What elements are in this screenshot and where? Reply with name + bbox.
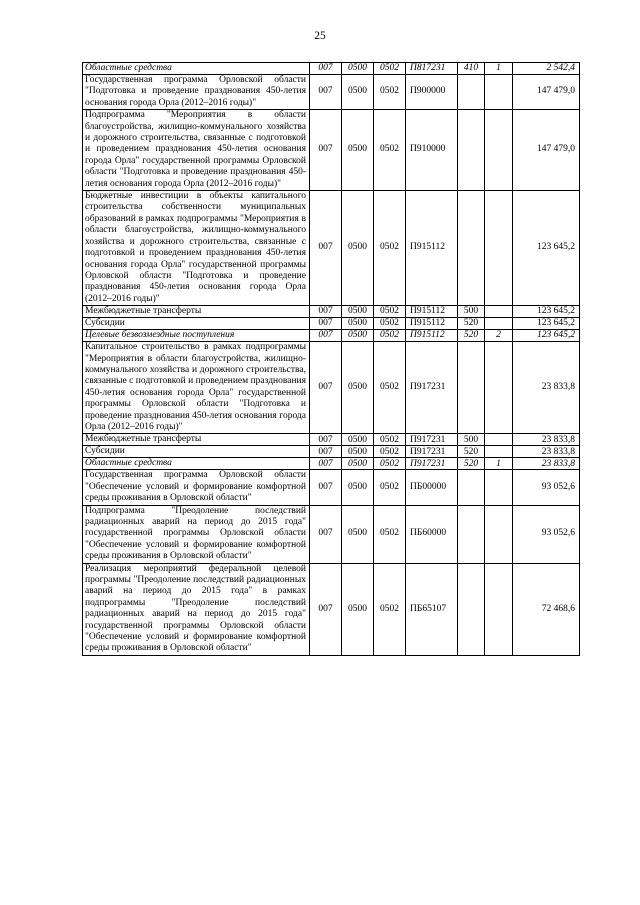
table-row xyxy=(83,191,580,306)
row-admin-code: 007 xyxy=(310,191,342,306)
row-source-code xyxy=(485,563,513,655)
row-section-code: 0500 xyxy=(342,563,374,655)
table-row xyxy=(83,330,580,342)
row-section-code: 0500 xyxy=(342,446,374,458)
row-amount: 123 645,2 xyxy=(513,306,580,318)
row-section-code: 0500 xyxy=(342,306,374,318)
row-expense-type: 520 xyxy=(458,446,485,458)
row-amount: 2 542,4 xyxy=(513,63,580,75)
row-target-article: П917231 xyxy=(406,434,458,446)
row-target-article: П915112 xyxy=(406,191,458,306)
row-amount: 123 645,2 xyxy=(513,318,580,330)
row-name: Капитальное строительство в рамках подпрограммы "Мероприятия в области благоустройства, жилищно-коммунального хозяйства и дорожного строительства, связанные с подготовкой и проведением празднования 450-летия основания города Орла" государственной программы Орловской области "Подготовка и проведение празднования 450-летия основания города Орла (2012–2016 годы)" xyxy=(83,342,310,434)
row-section-code: 0500 xyxy=(342,110,374,191)
row-source-code xyxy=(485,191,513,306)
row-section-code: 0500 xyxy=(342,470,374,505)
row-expense-type: 520 xyxy=(458,318,485,330)
row-name: Целевые безвозмездные поступления xyxy=(83,330,310,342)
row-amount: 72 468,6 xyxy=(513,563,580,655)
row-target-article: П915112 xyxy=(406,306,458,318)
row-section-code: 0500 xyxy=(342,342,374,434)
row-admin-code: 007 xyxy=(310,330,342,342)
row-subsection-code: 0502 xyxy=(374,63,406,75)
row-source-code xyxy=(485,318,513,330)
row-target-article: П817231 xyxy=(406,63,458,75)
row-expense-type xyxy=(458,191,485,306)
row-section-code: 0500 xyxy=(342,75,374,110)
row-target-article: ПБ00000 xyxy=(406,470,458,505)
row-amount: 93 052,6 xyxy=(513,505,580,563)
row-subsection-code: 0502 xyxy=(374,75,406,110)
row-name: Областные средства xyxy=(83,458,310,470)
table-row xyxy=(83,75,580,110)
row-name: Межбюджетные трансферты xyxy=(83,306,310,318)
row-section-code: 0500 xyxy=(342,191,374,306)
row-amount: 147 479,0 xyxy=(513,110,580,191)
row-source-code xyxy=(485,446,513,458)
row-expense-type: 500 xyxy=(458,434,485,446)
table-row xyxy=(83,318,580,330)
row-source-code xyxy=(485,342,513,434)
table-row xyxy=(83,563,580,655)
row-admin-code: 007 xyxy=(310,110,342,191)
row-section-code: 0500 xyxy=(342,505,374,563)
budget-table-body xyxy=(83,63,580,656)
row-subsection-code: 0502 xyxy=(374,330,406,342)
row-name: Подпрограмма "Преодоление последствий радиационных аварий на период до 2015 года" государственной программы Орловской области "Обеспечение условий и формирование комфортной среды проживания в Орловской области" xyxy=(83,505,310,563)
table-row xyxy=(83,110,580,191)
page-number: 25 xyxy=(314,30,326,42)
row-section-code: 0500 xyxy=(342,318,374,330)
row-admin-code: 007 xyxy=(310,75,342,110)
row-subsection-code: 0502 xyxy=(374,458,406,470)
row-target-article: П900000 xyxy=(406,75,458,110)
row-source-code xyxy=(485,505,513,563)
row-name: Государственная программа Орловской области "Подготовка и проведение празднования 450-летия основания города Орла (2012–2016 годы)" xyxy=(83,75,310,110)
table-row xyxy=(83,505,580,563)
row-subsection-code: 0502 xyxy=(374,342,406,434)
table-row xyxy=(83,342,580,434)
row-source-code xyxy=(485,434,513,446)
table-row xyxy=(83,458,580,470)
row-target-article: ПБ60000 xyxy=(406,505,458,563)
row-expense-type: 500 xyxy=(458,306,485,318)
row-target-article: П917231 xyxy=(406,446,458,458)
budget-table xyxy=(82,62,580,656)
row-name: Бюджетные инвестиции в объекты капитального строительства собственности муниципальных образований в рамках подпрограммы "Мероприятия в области благоустройства, жилищно-коммунального хозяйства и дорожного строительства, связанные с подготовкой и проведением празднования 450-летия основания города Орла" государственной программы Орловской области "Подготовка и проведение празднования 450-летия основания города Орла (2012–2016 годы)" xyxy=(83,191,310,306)
row-source-code: 1 xyxy=(485,458,513,470)
row-admin-code: 007 xyxy=(310,458,342,470)
row-amount: 23 833,8 xyxy=(513,342,580,434)
row-admin-code: 007 xyxy=(310,446,342,458)
row-source-code xyxy=(485,75,513,110)
row-section-code: 0500 xyxy=(342,63,374,75)
row-admin-code: 007 xyxy=(310,505,342,563)
table-row xyxy=(83,434,580,446)
row-target-article: П917231 xyxy=(406,458,458,470)
row-target-article: П915112 xyxy=(406,330,458,342)
row-subsection-code: 0502 xyxy=(374,318,406,330)
row-name: Государственная программа Орловской области "Обеспечение условий и формирование комфортной среды проживания в Орловской области" xyxy=(83,470,310,505)
row-admin-code: 007 xyxy=(310,318,342,330)
row-expense-type: 410 xyxy=(458,63,485,75)
row-name: Субсидии xyxy=(83,318,310,330)
row-amount: 147 479,0 xyxy=(513,75,580,110)
row-admin-code: 007 xyxy=(310,563,342,655)
row-name: Областные средства xyxy=(83,63,310,75)
row-source-code xyxy=(485,470,513,505)
row-section-code: 0500 xyxy=(342,434,374,446)
row-name: Межбюджетные трансферты xyxy=(83,434,310,446)
table-row xyxy=(83,63,580,75)
row-name: Субсидии xyxy=(83,446,310,458)
row-subsection-code: 0502 xyxy=(374,446,406,458)
row-source-code xyxy=(485,110,513,191)
row-amount: 23 833,8 xyxy=(513,446,580,458)
row-subsection-code: 0502 xyxy=(374,306,406,318)
row-section-code: 0500 xyxy=(342,330,374,342)
row-subsection-code: 0502 xyxy=(374,434,406,446)
row-source-code xyxy=(485,306,513,318)
row-target-article: П910000 xyxy=(406,110,458,191)
row-expense-type: 520 xyxy=(458,330,485,342)
table-row xyxy=(83,306,580,318)
row-amount: 93 052,6 xyxy=(513,470,580,505)
table-row xyxy=(83,446,580,458)
row-subsection-code: 0502 xyxy=(374,110,406,191)
row-subsection-code: 0502 xyxy=(374,191,406,306)
row-admin-code: 007 xyxy=(310,306,342,318)
row-amount: 23 833,8 xyxy=(513,434,580,446)
row-target-article: П915112 xyxy=(406,318,458,330)
row-amount: 123 645,2 xyxy=(513,330,580,342)
row-source-code: 1 xyxy=(485,63,513,75)
row-expense-type xyxy=(458,563,485,655)
table-row xyxy=(83,470,580,505)
row-source-code: 2 xyxy=(485,330,513,342)
row-expense-type xyxy=(458,342,485,434)
row-target-article: П917231 xyxy=(406,342,458,434)
row-expense-type xyxy=(458,505,485,563)
row-name: Реализация мероприятий федеральной целевой программы "Преодоление последствий радиационных аварий на период до 2015 года" в рамках подпрограммы "Преодоление последствий радиационных аварий на период до 2015 года" государственной программы Орловской области "Обеспечение условий и формирование комфортной среды проживания в Орловской области" xyxy=(83,563,310,655)
row-amount: 23 833,8 xyxy=(513,458,580,470)
row-section-code: 0500 xyxy=(342,458,374,470)
row-subsection-code: 0502 xyxy=(374,505,406,563)
row-admin-code: 007 xyxy=(310,434,342,446)
row-expense-type xyxy=(458,75,485,110)
row-amount: 123 645,2 xyxy=(513,191,580,306)
row-target-article: ПБ65107 xyxy=(406,563,458,655)
row-admin-code: 007 xyxy=(310,470,342,505)
row-admin-code: 007 xyxy=(310,342,342,434)
row-name: Подпрограмма "Мероприятия в области благоустройства, жилищно-коммунального хозяйства и дорожного строительства, связанные с подготовкой и проведением празднования 450-летия основания города Орла" государственной программы Орловской области "Подготовка и проведение празднования 450-летия основания города Орла (2012–2016 годы)" xyxy=(83,110,310,191)
row-expense-type xyxy=(458,470,485,505)
row-admin-code: 007 xyxy=(310,63,342,75)
row-expense-type: 520 xyxy=(458,458,485,470)
row-subsection-code: 0502 xyxy=(374,563,406,655)
row-subsection-code: 0502 xyxy=(374,470,406,505)
row-expense-type xyxy=(458,110,485,191)
